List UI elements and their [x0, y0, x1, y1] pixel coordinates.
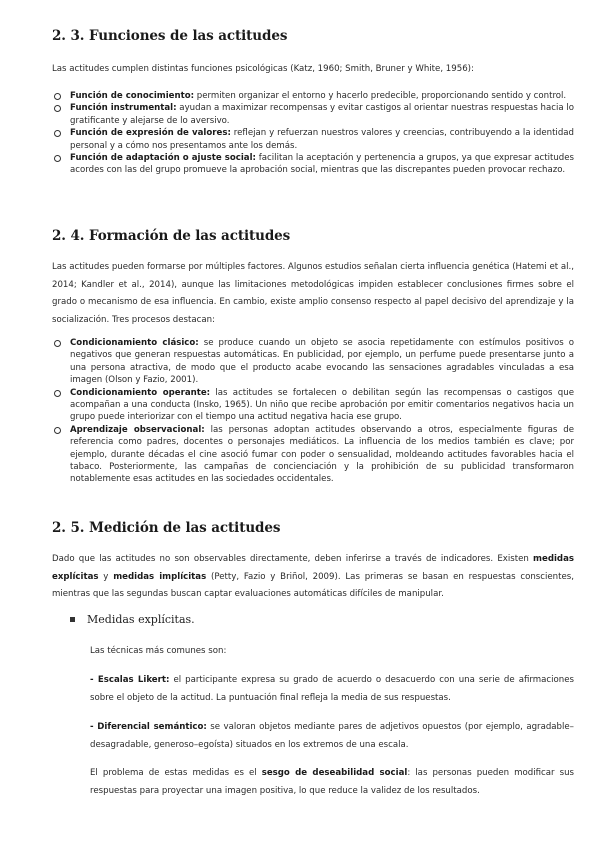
list-item: Función de adaptación o ajuste social: facilitan la aceptación y pertenencia a grupos, ya que expresar actitudes acordes con las del grupo promueve la aprobación social, mientras que las discrepantes pueden provocar rechazo. [52, 152, 574, 177]
likert-paragraph: - Escalas Likert: el participante expresa su grado de acuerdo o desacuerdo con una serie de afirmaciones sobre el objeto de la actitud. La puntuación final refleja la media de sus respuestas. [90, 675, 574, 703]
circle-bullet-icon [54, 340, 61, 347]
section-intro-2-3: Las actitudes cumplen distintas funciones psicológicas (Katz, 1960; Smith, Bruner y White, 1956): [52, 64, 474, 74]
list-item: Función de conocimiento: permiten organizar el entorno y hacerlo predecible, proporcionando sentido y control. [52, 90, 574, 102]
list-item: Función de expresión de valores: reflejan y refuerzan nuestros valores y creencias, contribuyendo a la identidad personal y a cómo nos presentamos ante los demás. [52, 127, 574, 152]
section-title-2-3: 2. 3. Funciones de las actitudes [52, 28, 288, 44]
formation-list [52, 337, 574, 486]
subheading-explicit-measures: Medidas explícitas. [70, 613, 195, 626]
list-item: Función instrumental: ayudan a maximizar recompensas y evitar castigos al orientar nuestras respuestas hacia lo gratificante y alejarse de lo aversivo. [52, 102, 574, 127]
list-item: Condicionamiento clásico: se produce cuando un objeto se asocia repetidamente con estímulos positivos o negativos que generan respuestas automáticas. En publicidad, por ejemplo, un perfume puede presentarse junto a una persona atractiva, de modo que el producto acabe evocando las sensaciones agradables vinculadas a esa imagen (Olson y Fazio, 2001). [52, 337, 574, 387]
functions-list [52, 90, 574, 177]
techniques-intro: Las técnicas más comunes son: [90, 646, 227, 656]
circle-bullet-icon [54, 390, 61, 397]
section-intro-2-5: Dado que las actitudes no son observables directamente, deben inferirse a través de indicadores. Existen medidas explícitas y medidas implícitas (Petty, Fazio y Briñol, 2009). Las primeras se basan en respuestas conscientes, mientras que las segundas buscan captar evaluaciones automáticas difíciles de manipular. [52, 554, 574, 600]
list-item: Aprendizaje observacional: las personas adoptan actitudes observando a otros, especialmente figuras de referencia como padres, docentes o personajes mediáticos. La influencia de los medios también es clave; por ejemplo, durante décadas el cine asoció fumar con poder o sensualidad, moldeando actitudes favorables hacia el tabaco. Posteriormente, las campañas de concienciación y la prohibición de su publicidad transformaron notablemente esas actitudes en las sociedades occidentales. [52, 424, 574, 486]
circle-bullet-icon [54, 155, 61, 162]
circle-bullet-icon [54, 93, 61, 100]
section-title-2-5: 2. 5. Medición de las actitudes [52, 520, 281, 536]
section-intro-2-4: Las actitudes pueden formarse por múltiples factores. Algunos estudios señalan cierta influencia genética (Hatemi et al., 2014; Kandler et al., 2014), aunque las limitaciones metodológicas impiden establecer conclusiones firmes sobre el grado o mecanismo de esa influencia. En cambio, existe amplio consenso respecto al papel decisivo del aprendizaje y la socialización. Tres procesos destacan: [52, 262, 574, 325]
section-title-2-4: 2. 4. Formación de las actitudes [52, 228, 291, 244]
circle-bullet-icon [54, 130, 61, 137]
square-bullet-icon [70, 617, 75, 622]
list-item: Condicionamiento operante: las actitudes se fortalecen o debilitan según las recompensas o castigos que acompañan a una conducta (Insko, 1965). Un niño que recibe aprobación por emitir comentarios negativos hacia un grupo puede interiorizar con el tiempo una actitud negativa hacia ese grupo. [52, 387, 574, 424]
semantic-differential-paragraph: - Diferencial semántico: se valoran objetos mediante pares de adjetivos opuestos (por ejemplo, agradable–desagradable, generoso–egoísta) situados en los extremos de una escala. [90, 722, 574, 750]
social-desirability-paragraph: El problema de estas medidas es el sesgo de deseabilidad social: las personas pueden modificar sus respuestas para proyectar una imagen positiva, lo que reduce la validez de los resultados. [90, 768, 574, 796]
circle-bullet-icon [54, 105, 61, 112]
circle-bullet-icon [54, 427, 61, 434]
